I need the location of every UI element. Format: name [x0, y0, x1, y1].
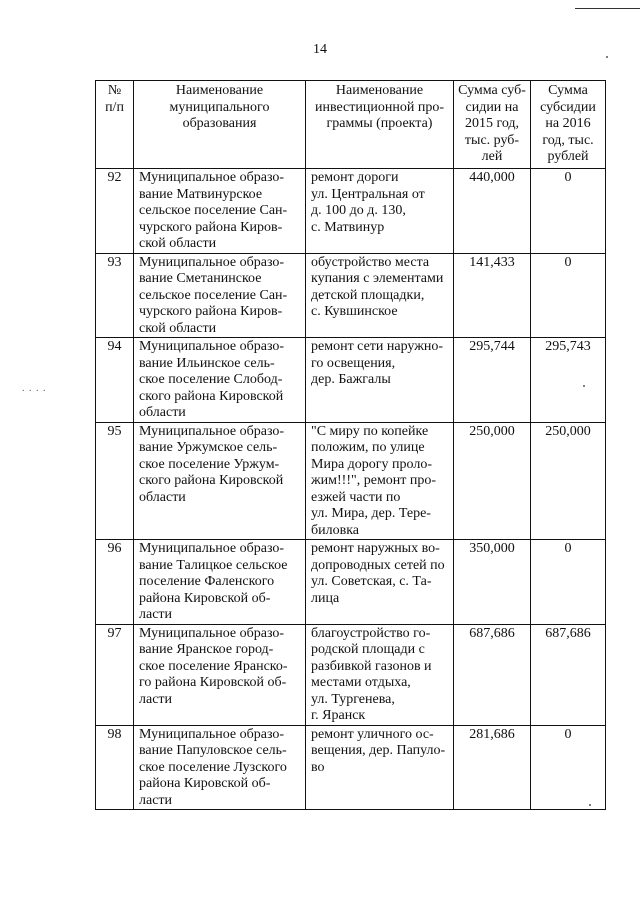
program-cell: благоустройство го- родской площади с разбивкой газонов и местами отдыха, ул. Тургенева, г. Яранск	[306, 624, 454, 725]
sum-2016-cell: 295,743	[531, 338, 606, 423]
sum-2015-cell: 687,686	[454, 624, 531, 725]
program-cell: ремонт уличного ос- вещения, дер. Папуло- во	[306, 725, 454, 810]
sum-2016-cell: 250,000	[531, 422, 606, 540]
top-edge-line	[575, 8, 640, 9]
municipality-cell: Муниципальное образо- вание Уржумское сель- ское поселение Уржум- ского района Кировской области	[134, 422, 306, 540]
row-number: 95	[96, 422, 134, 540]
sum-2016-cell: 0	[531, 540, 606, 625]
municipality-cell: Муниципальное образо- вание Сметанинское сельское поселение Сан- чурского района Киров- ской области	[134, 253, 306, 338]
sum-2015-cell: 440,000	[454, 169, 531, 254]
sum-2016-cell: 687,686	[531, 624, 606, 725]
program-cell: обустройство места купания с элементами детской площадки, с. Кувшинское	[306, 253, 454, 338]
program-cell: ремонт наружных во- допроводных сетей по ул. Советская, с. Та- лица	[306, 540, 454, 625]
speck	[606, 56, 608, 58]
municipality-cell: Муниципальное образо- вание Ильинское сель- ское поселение Слобод- ского района Кировской области	[134, 338, 306, 423]
sum-2015-cell: 141,433	[454, 253, 531, 338]
header-program: Наименование инвестиционной про- граммы (проекта)	[306, 81, 454, 169]
row-number: 93	[96, 253, 134, 338]
margin-dots: . . . .	[22, 383, 47, 394]
municipality-cell: Муниципальное образо- вание Папуловское сель- ское поселение Лузского района Кировской об- ласти	[134, 725, 306, 810]
program-cell: ремонт дороги ул. Центральная от д. 100 до д. 130, с. Матвинур	[306, 169, 454, 254]
sum-2016-cell: 0	[531, 169, 606, 254]
table-row	[96, 253, 606, 338]
page-number: 14	[313, 42, 327, 57]
sum-2015-cell: 295,744	[454, 338, 531, 423]
table-header-row	[96, 81, 606, 169]
header-num: № п/п	[96, 81, 134, 169]
header-sum-2016: Сумма субсидии на 2016 год, тыс. рублей	[531, 81, 606, 169]
row-number: 98	[96, 725, 134, 810]
table-row	[96, 624, 606, 725]
table-row	[96, 725, 606, 810]
row-number: 92	[96, 169, 134, 254]
subsidy-table	[95, 80, 606, 810]
table-row	[96, 422, 606, 540]
header-municipality: Наименование муниципального образования	[134, 81, 306, 169]
header-sum-2015: Сумма суб- сидии на 2015 год, тыс. руб- лей	[454, 81, 531, 169]
row-number: 96	[96, 540, 134, 625]
sum-2016-cell: 0	[531, 253, 606, 338]
municipality-cell: Муниципальное образо- вание Яранское город- ское поселение Яранско- го района Кировской об- ласти	[134, 624, 306, 725]
sum-2015-cell: 350,000	[454, 540, 531, 625]
program-cell: ремонт сети наружно- го освещения, дер. Бажгалы	[306, 338, 454, 423]
program-cell: "С миру по копейке положим, по улице Мира дорогу проло- жим!!!", ремонт про- езжей части по ул. Мира, дер. Тере- биловка	[306, 422, 454, 540]
sum-2015-cell: 250,000	[454, 422, 531, 540]
table-row	[96, 338, 606, 423]
municipality-cell: Муниципальное образо- вание Талицкое сельское поселение Фаленского района Кировской об- ласти	[134, 540, 306, 625]
table-row	[96, 540, 606, 625]
sum-2016-cell: 0	[531, 725, 606, 810]
table-row	[96, 169, 606, 254]
municipality-cell: Муниципальное образо- вание Матвинурское сельское поселение Сан- чурского района Киров- ской области	[134, 169, 306, 254]
row-number: 97	[96, 624, 134, 725]
row-number: 94	[96, 338, 134, 423]
sum-2015-cell: 281,686	[454, 725, 531, 810]
